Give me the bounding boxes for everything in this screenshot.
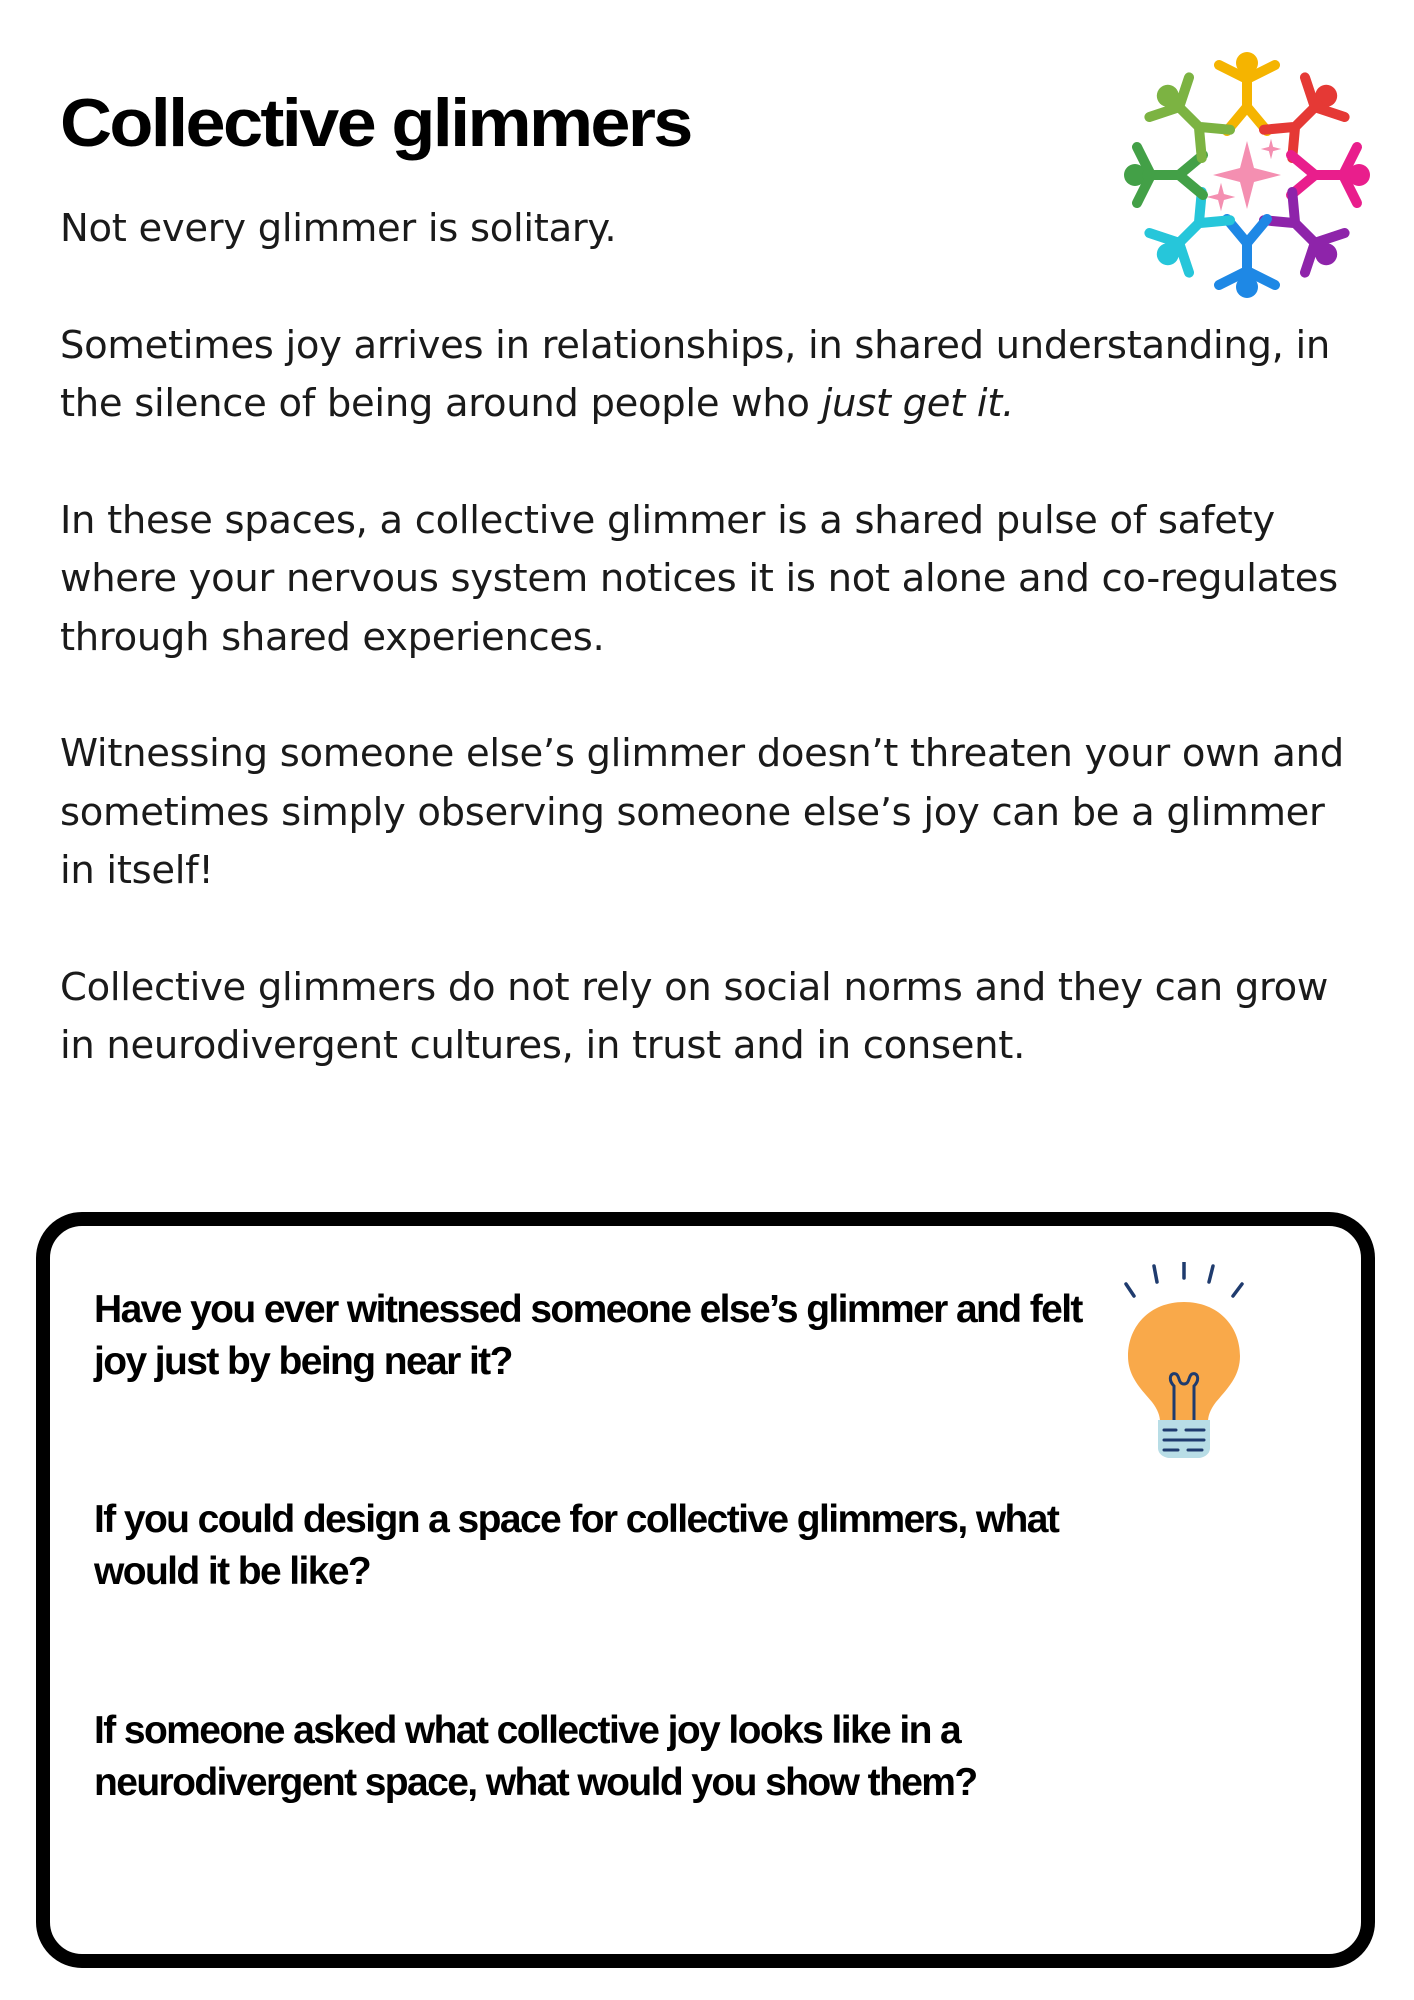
reflection-question-2: If you could design a space for collective glimmers, what would it be like? [94, 1498, 1059, 1593]
bulb-glass [1128, 1302, 1240, 1422]
person-figure-icon [1291, 147, 1370, 203]
paragraph-2-text: Sometimes joy arrives in relationships, in shared understanding, in the silence of being around people who [60, 322, 1331, 426]
page-title: Collective glimmers [60, 85, 691, 161]
paragraph-5: Collective glimmers do not rely on social norms and they can grow in neurodivergent cultures, in trust and in consent. [60, 964, 1329, 1068]
paragraph-3: In these spaces, a collective glimmer is a shared pulse of safety where your nervous system notices it is not alone and co-regulates through shared experiences. [60, 497, 1338, 660]
paragraph-4: Witnessing someone else’s glimmer doesn’t threaten your own and sometimes simply observing someone else’s joy can be a glimmer in itself! [60, 731, 1344, 893]
sparkle-tiny [1261, 139, 1281, 159]
person-figure-icon [1140, 68, 1235, 163]
intro-text [60, 200, 1360, 1134]
person-figure-icon [1124, 147, 1203, 203]
person-figure-icon [1219, 52, 1275, 131]
paragraph-2 [60, 317, 1360, 434]
paragraph-1: Not every glimmer is solitary. [60, 206, 617, 251]
reflection-question-1: Have you ever witnessed someone else’s glimmer and felt joy just by being near it? [94, 1288, 1082, 1383]
bulb-rays [1126, 1262, 1242, 1296]
lightbulb-icon [1120, 1262, 1260, 1462]
paragraph-2-emphasis: just get it. [821, 381, 1015, 426]
reflection-question-3: If someone asked what collective joy looks like in a neurodivergent space, what would you show them? [94, 1709, 977, 1804]
